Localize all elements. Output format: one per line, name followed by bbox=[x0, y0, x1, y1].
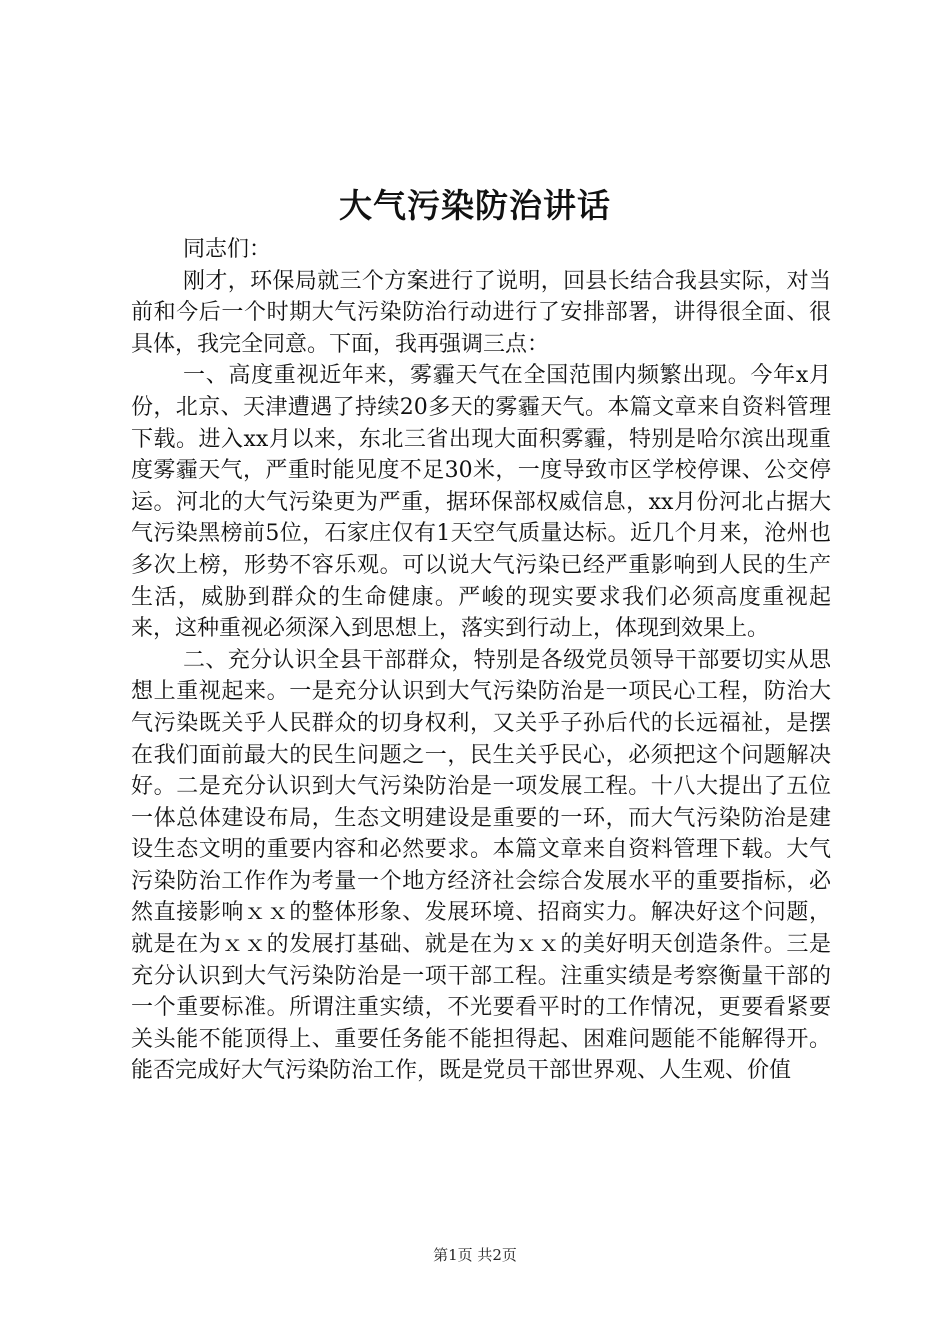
document-body bbox=[131, 234, 831, 1087]
document-title: 大气污染防治讲话 bbox=[339, 186, 611, 225]
section-one-paragraph: 一、高度重视近年来，雾霾天气在全国范围内频繁出现。今年x月份，北京、天津遭遇了持续20多天的雾霾天气。本篇文章来自资料管理下载。进入xx月以来，东北三省出现大面积雾霾，特别是哈尔滨出现重度雾霾天气，严重时能见度不足30米，一度导致市区学校停课、公交停运。河北的大气污染更为严重，据环保部权威信息，xx月份河北占据大气污染黑榜前5位，石家庄仅有1天空气质量达标。近几个月来，沧州也多次上榜，形势不容乐观。可以说大气污染已经严重影响到人民的生产生活，威胁到群众的生命健康。严峻的现实要求我们必须高度重视起来，这种重视必须深入到思想上，落实到行动上，体现到效果上。 bbox=[131, 363, 831, 642]
intro-paragraph: 刚才，环保局就三个方案进行了说明，回县长结合我县实际，对当前和今后一个时期大气污染防治行动进行了安排部署，讲得很全面、很具体，我完全同意。下面，我再强调三点： bbox=[131, 268, 831, 357]
salutation-paragraph: 同志们： bbox=[183, 237, 272, 262]
section-two-paragraph: 二、充分认识全县干部群众，特别是各级党员领导干部要切实从思想上重视起来。一是充分认识到大气污染防治是一项民心工程，防治大气污染既关乎人民群众的切身权利，又关乎子孙后代的长远福祉，是摆在我们面前最大的民生问题之一，民生关乎民心，必须把这个问题解决好。二是充分认识到大气污染防治是一项发展工程。十八大提出了五位一体总体建设布局，生态文明建设是重要的一环，而大气污染防治是建设生态文明的重要内容和必然要求。本篇文章来自资料管理下载。大气污染防治工作作为考量一个地方经济社会综合发展水平的重要指标，必然直接影响ｘｘ的整体形象、发展环境、招商实力。解决好这个问题，就是在为ｘｘ的发展打基础、就是在为ｘｘ的美好明天创造条件。三是充分认识到大气污染防治是一项干部工程。注重实绩是考察衡量干部的一个重要标准。所谓注重实绩，不光要看平时的工作情况，更要看紧要关头能不能顶得上、重要任务能不能担得起、困难问题能不能解得开。能否完成好大气污染防治工作，既是党员干部世界观、人生观、价值 bbox=[131, 647, 831, 1084]
page-number-footer: 第1页 共2页 bbox=[433, 1246, 517, 1264]
